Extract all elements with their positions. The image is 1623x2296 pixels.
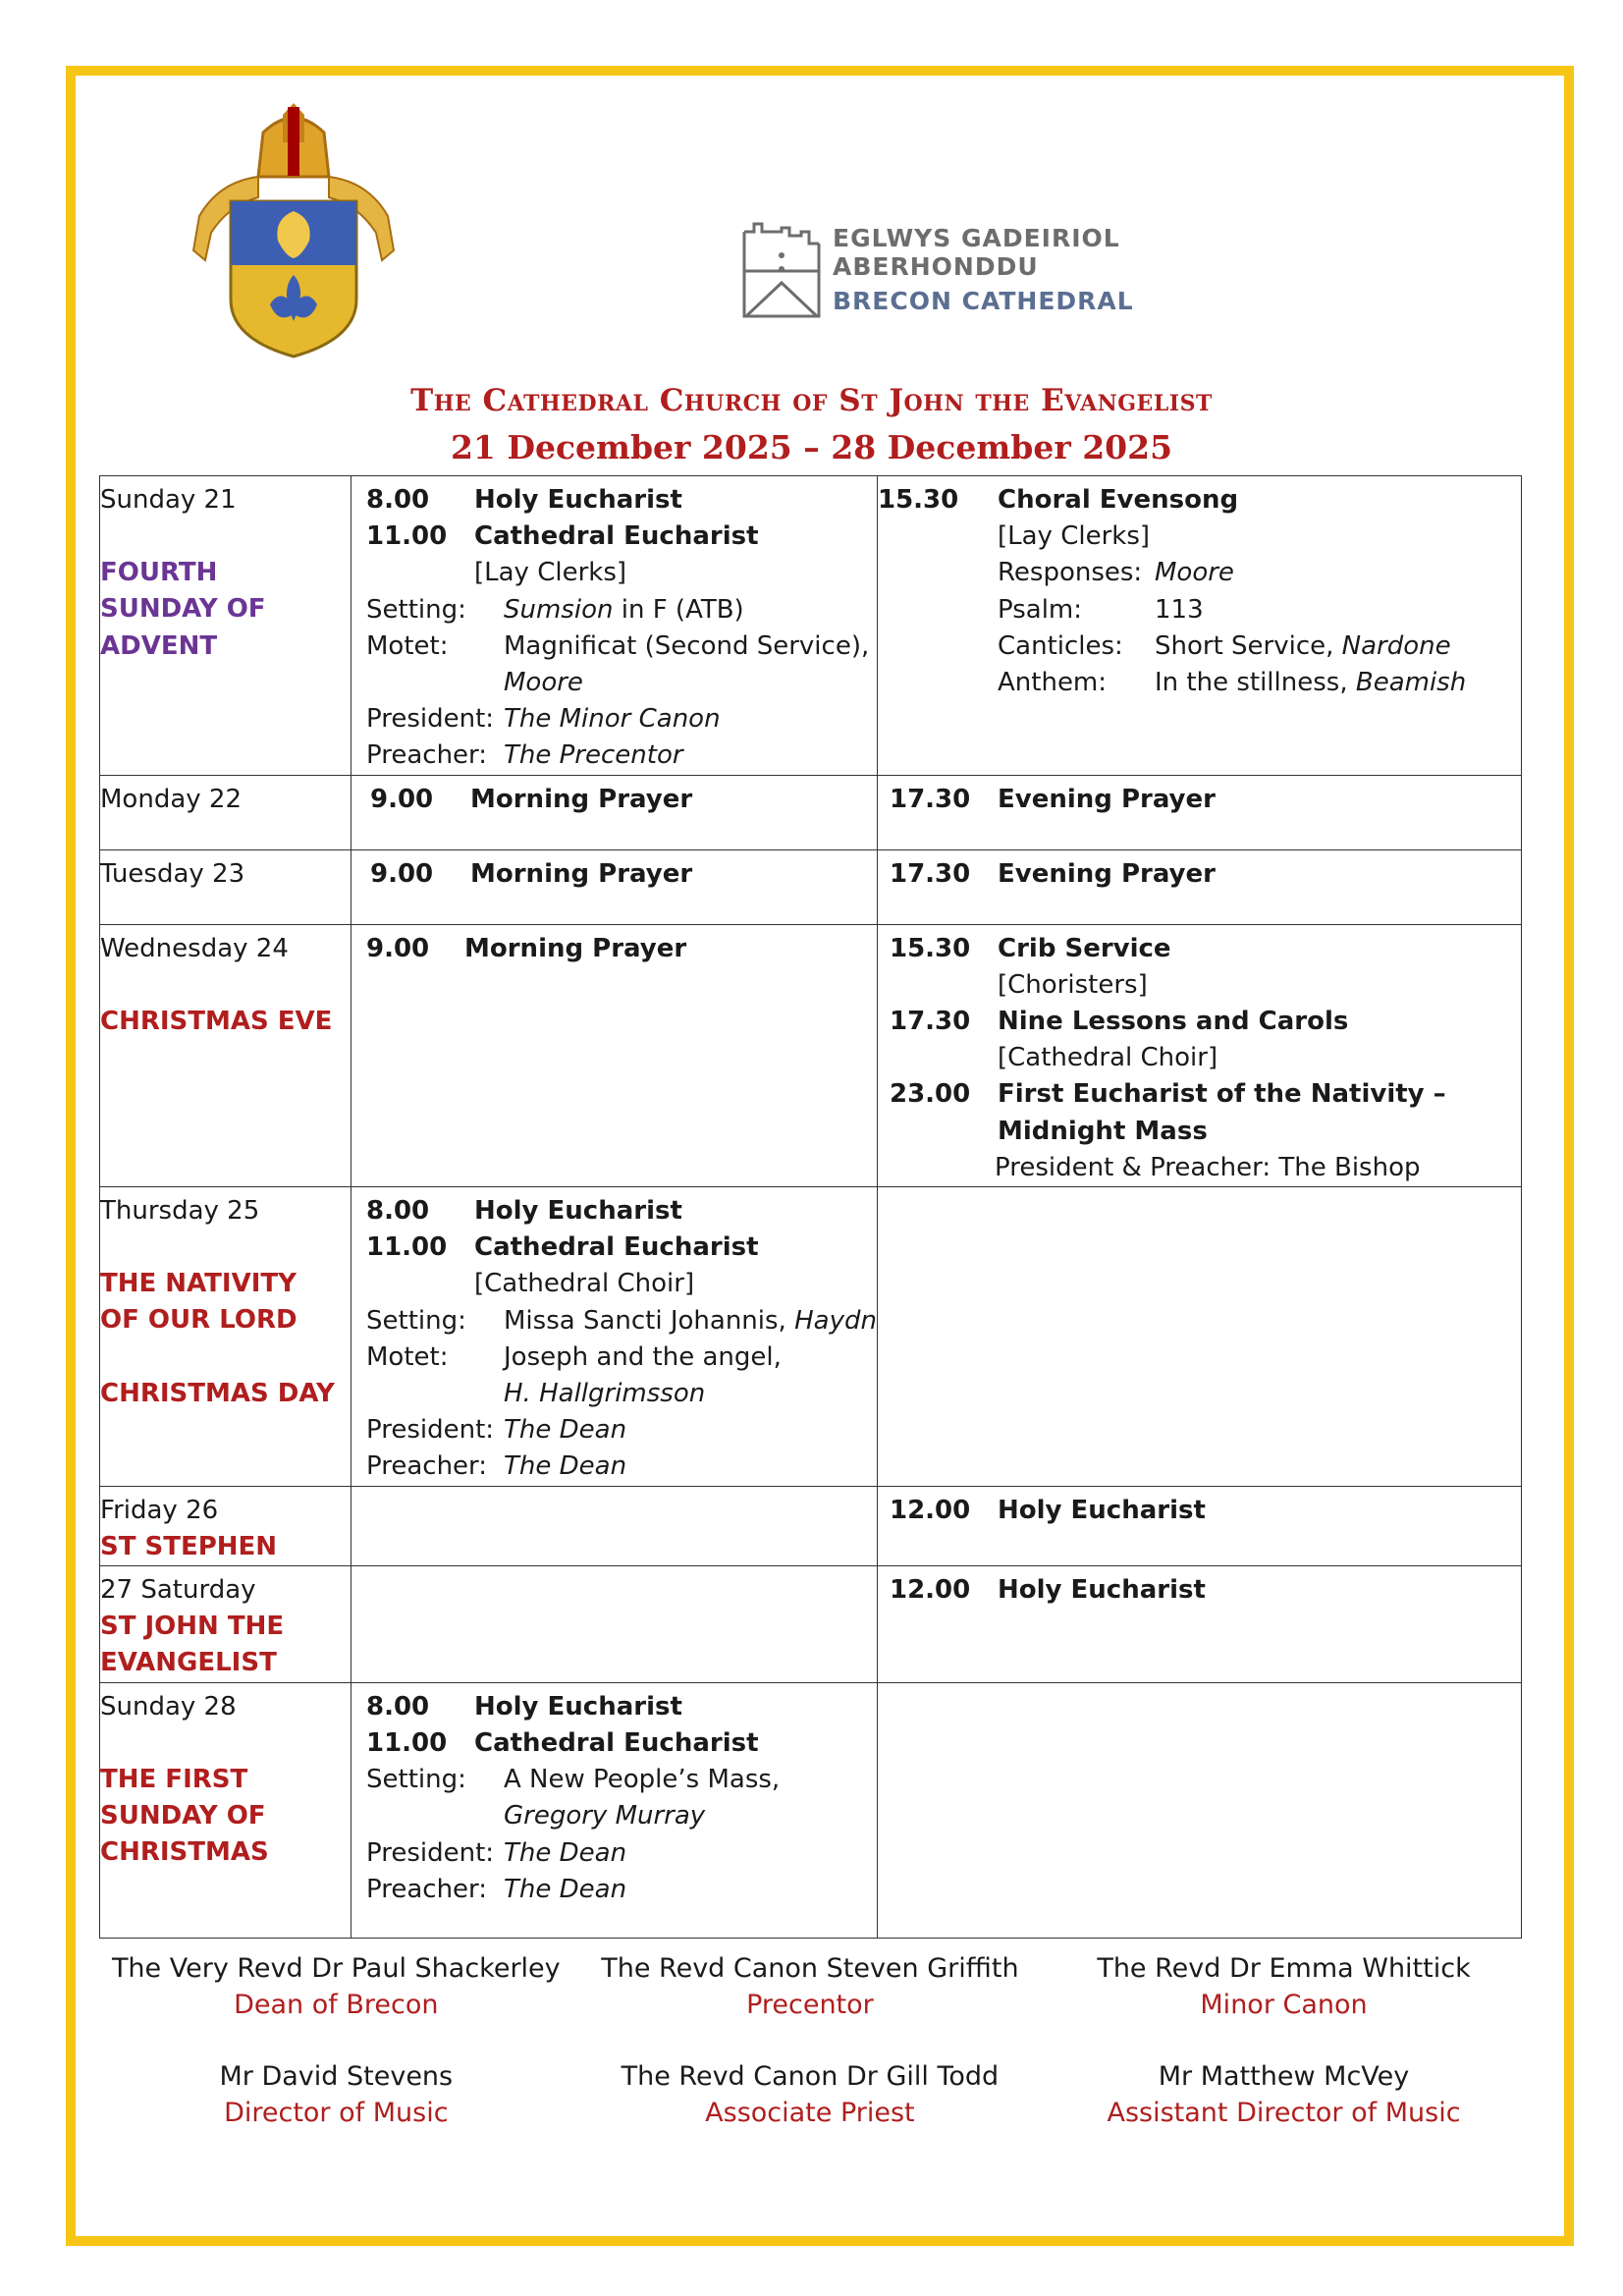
- morning-services: 8.00 Holy Eucharist 11.00 Cathedral Eucharist [Cathedral Choir] Setting: Missa Sancti Johannis, Haydn Motet: Joseph and the angel, H. Hallgrimsson President: The Dean Preacher: The Dean: [352, 1187, 878, 1487]
- table-row: [100, 849, 1522, 924]
- feast-name-alt: CHRISTMAS DAY: [100, 1378, 335, 1408]
- morning-services: [352, 1566, 878, 1683]
- day-cell: Wednesday 24 CHRISTMAS EVE: [100, 924, 352, 1186]
- evening-services: 15.30 Choral Evensong [Lay Clerks] Responses: Moore Psalm: 113 Canticles: Short Service, Nardone Anthem: In the stillness, Beamish: [878, 476, 1522, 776]
- day-cell: [100, 476, 352, 776]
- evening-services: 12.00 Holy Eucharist: [878, 1486, 1522, 1565]
- morning-services: 9.00 Morning Prayer: [352, 924, 878, 1186]
- date-range: 21 December 2025 – 28 December 2025: [450, 428, 1173, 466]
- feast-name: CHRISTMAS EVE: [100, 1006, 333, 1036]
- day-cell: Sunday 28 THE FIRST SUNDAY OF CHRISTMAS: [100, 1682, 352, 1938]
- cathedral-tower-icon: [742, 214, 821, 320]
- morning-services: 9.00 Morning Prayer: [352, 775, 878, 849]
- table-row: [100, 1486, 1522, 1565]
- evening-services: 12.00 Holy Eucharist: [878, 1566, 1522, 1683]
- morning-services: 8.00 Holy Eucharist 11.00 Cathedral Eucharist Setting: A New People’s Mass, Gregory Murray President: The Dean Preacher: The Dean: [352, 1682, 878, 1938]
- service-name: Holy Eucharist: [474, 485, 682, 515]
- day-cell: 27 Saturday ST JOHN THE EVANGELIST: [100, 1566, 352, 1683]
- evening-services: [878, 1187, 1522, 1487]
- service-name: Choral Evensong: [998, 485, 1239, 515]
- staff-entry: The Revd Canon Steven Griffith Precentor: [601, 1953, 1019, 2020]
- staff-row-1: [99, 1950, 1521, 2023]
- day-cell: Tuesday 23: [100, 849, 352, 924]
- table-row: [100, 1187, 1522, 1487]
- day-cell: Monday 22: [100, 775, 352, 849]
- feast-name: ST STEPHEN: [100, 1531, 278, 1561]
- evening-services: [878, 1682, 1522, 1938]
- choir-note: [Lay Clerks]: [474, 558, 627, 588]
- table-row: [100, 1566, 1522, 1683]
- table-row: [100, 775, 1522, 849]
- day-cell: Thursday 25 THE NATIVITY OF OUR LORD CHRISTMAS DAY: [100, 1187, 352, 1487]
- feast-name: THE NATIVITY OF OUR LORD: [100, 1269, 298, 1336]
- page-title: The Cathedral Church of St John the Evangelist: [410, 383, 1213, 418]
- diocesan-crest-icon: [189, 103, 398, 358]
- staff-entry: Mr Matthew McVey Assistant Director of Music: [1107, 2061, 1461, 2128]
- staff-entry: Mr David Stevens Director of Music: [219, 2061, 454, 2128]
- feast-name: ST JOHN THE EVANGELIST: [100, 1612, 285, 1678]
- morning-services: 8.00 Holy Eucharist 11.00 Cathedral Eucharist [Lay Clerks] Setting: Sumsion in F (ATB) Motet: Magnificat (Second Service), Moore President: The Minor Canon Preacher: The Precentor: [352, 476, 878, 776]
- morning-services: [352, 1486, 878, 1565]
- logo-welsh-line-2: ABERHONDDU: [833, 252, 1039, 281]
- brecon-cathedral-logo: [742, 214, 1155, 320]
- evening-services: 17.30 Evening Prayer: [878, 849, 1522, 924]
- service-name: Cathedral Eucharist: [474, 521, 759, 552]
- table-row: [100, 1682, 1522, 1938]
- feast-name: FOURTH SUNDAY OF ADVENT: [100, 558, 266, 661]
- logo-english-name: BRECON CATHEDRAL: [833, 287, 1134, 315]
- staff-entry: The Revd Canon Dr Gill Todd Associate Priest: [621, 2061, 1000, 2128]
- table-row: [100, 924, 1522, 1186]
- staff-entry: The Revd Dr Emma Whittick Minor Canon: [1097, 1953, 1471, 2020]
- evening-services: 15.30 Crib Service [Choristers] 17.30 Nine Lessons and Carols [Cathedral Choir] 23.00 First Eucharist of the Nativity – Midnight Mass President & Preacher: The Bishop: [878, 924, 1522, 1186]
- table-row: [100, 476, 1522, 776]
- service-schedule-table: [99, 475, 1522, 1939]
- staff-row-2: [99, 2058, 1521, 2131]
- staff-entry: The Very Revd Dr Paul Shackerley Dean of Brecon: [111, 1953, 561, 2020]
- day-label: Sunday 21: [100, 485, 237, 515]
- morning-services: 9.00 Morning Prayer: [352, 849, 878, 924]
- logo-welsh-line-1: EGLWYS GADEIRIOL: [833, 224, 1120, 252]
- evening-services: 17.30 Evening Prayer: [878, 775, 1522, 849]
- feast-name: THE FIRST SUNDAY OF CHRISTMAS: [100, 1764, 269, 1868]
- day-cell: Friday 26 ST STEPHEN: [100, 1486, 352, 1565]
